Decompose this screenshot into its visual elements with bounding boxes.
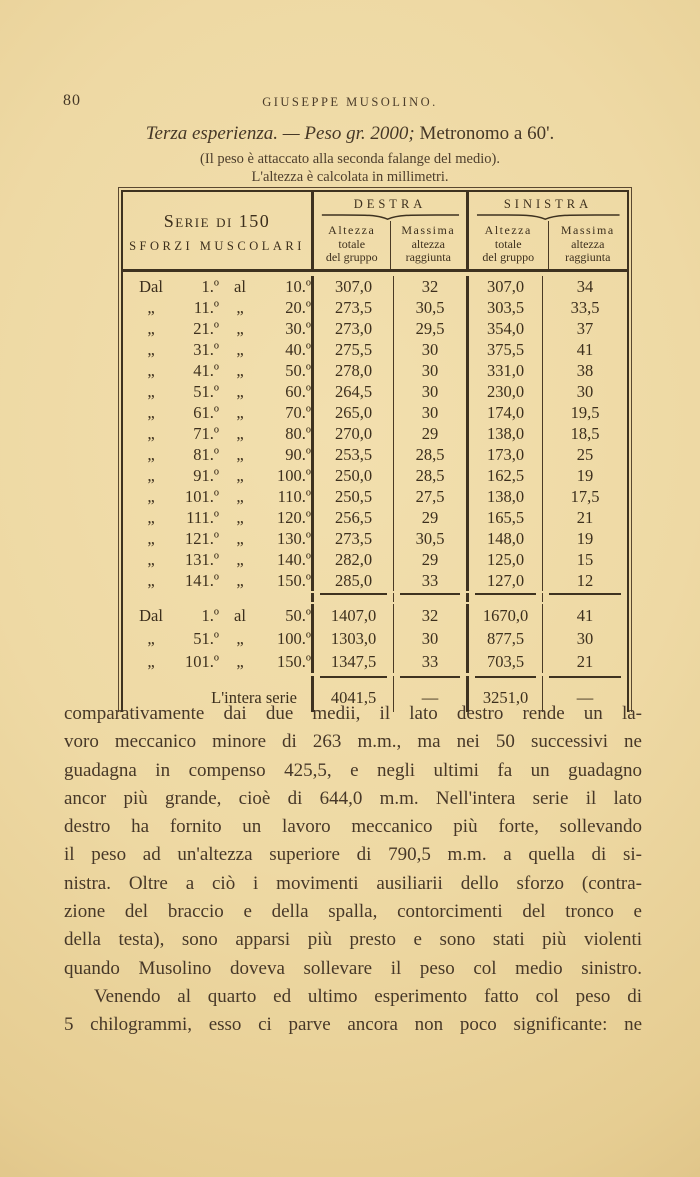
cell-value: 307,0 [466,276,542,297]
section-rule [123,593,627,602]
cell-value: 148,0 [466,528,542,549]
cell-value: 1303,0 [311,627,393,650]
cell-value: 173,0 [466,444,542,465]
row-label: „ 81.º „ 90.º [147,444,311,464]
column-group-sinistra [466,192,627,269]
table-row [123,402,627,423]
cell-value: 1347,5 [311,650,393,673]
cell-value: 138,0 [466,423,542,444]
cell-value: 19 [542,465,627,486]
cell-value: 18,5 [542,423,627,444]
cell-value: 1670,0 [466,604,542,627]
table-row [123,570,627,591]
cell-value: 4041,5 [311,685,393,712]
cell-value: 273,5 [311,528,393,549]
group-header-destra: DESTRA [353,197,427,211]
table-body [123,276,627,593]
cell-value: 303,5 [466,297,542,318]
cell-value: 275,5 [311,339,393,360]
table-row [123,507,627,528]
row-label: „ 51.º „ 60.º [147,381,311,401]
series-header-line2: SFORZI MUSCOLARI [129,238,305,253]
row-label: „ 101.º „ 110.º [147,486,311,506]
experiment-title [0,123,700,145]
subheader-sinistra-altezza: Altezza totale del gruppo [482,223,535,265]
table-row [123,297,627,318]
cell-value: 19,5 [542,402,627,423]
cell-value: 253,5 [311,444,393,465]
cell-value: 264,5 [311,381,393,402]
table-header [123,192,627,272]
row-label: „ 141.º „ 150.º [147,570,311,590]
row-label: „ 51.º „ 100.º [147,628,311,648]
table-row [123,318,627,339]
cell-value: 30 [393,402,466,423]
cell-value: 877,5 [466,627,542,650]
cell-value: 25 [542,444,627,465]
cell-value: 127,0 [466,570,542,591]
subheader-sinistra-massima: Massima altezza raggiunta [548,221,628,269]
row-label: „ 101.º „ 150.º [147,651,311,671]
cell-value: 21 [542,650,627,673]
cell-value: 256,5 [311,507,393,528]
cell-value: 27,5 [393,486,466,507]
table-caption-line2: L'altezza è calcolata in millimetri. [251,169,449,185]
cell-value: 278,0 [311,360,393,381]
table-row [123,276,627,297]
page-number: 80 [63,92,81,109]
cell-value: 165,5 [466,507,542,528]
table-row [123,423,627,444]
underbrace-curve [319,212,462,221]
column-group-destra [311,192,466,269]
experiment-title-roman: Metronomo a 60'. [414,123,555,144]
cell-value: 270,0 [311,423,393,444]
group-header-sinistra: SINISTRA [503,197,593,211]
row-label: „ 21.º „ 30.º [147,318,311,338]
cell-value: 265,0 [311,402,393,423]
cell-value: 28,5 [393,444,466,465]
row-label: „ 91.º „ 100.º [147,465,311,485]
text-line: destro ha fornito un lavoro meccanico più forte, sollevando [64,816,642,838]
cell-value: 29 [393,549,466,570]
cell-value: 250,5 [311,486,393,507]
cell-value: 28,5 [393,465,466,486]
underbrace-curve [474,212,623,221]
body-text [64,700,642,1040]
table-row [123,465,627,486]
subheader-destra-altezza: Altezza totale del gruppo [325,223,378,265]
cell-value: 30,5 [393,528,466,549]
cell-value: 230,0 [466,381,542,402]
cell-value: 29,5 [393,318,466,339]
cell-value: — [542,685,627,712]
cell-value: 32 [393,276,466,297]
series-column-header [123,192,311,269]
table-row [123,339,627,360]
cell-value: 282,0 [311,549,393,570]
cell-value: 125,0 [466,549,542,570]
table-summary [123,602,627,676]
text-line: della testa), sono apparsi più presto e sono stati più violenti [64,929,642,951]
cell-value: 29 [393,507,466,528]
cell-value: 273,0 [311,318,393,339]
table-row [123,444,627,465]
text-line: nistra. Oltre a ciò i movimenti ausiliarii dello sforzo (contra- [64,872,642,894]
cell-value: 250,0 [311,465,393,486]
row-label: „ 71.º „ 80.º [147,423,311,443]
text-line: 5 chilogrammi, esso ci parve ancora non poco significante: ne [64,1014,642,1036]
cell-value: 34 [542,276,627,297]
row-label: „ 31.º „ 40.º [147,339,311,359]
cell-value: 30 [393,360,466,381]
cell-value: 30 [393,339,466,360]
table-row [123,360,627,381]
table-row [123,627,627,650]
cell-value: 21 [542,507,627,528]
cell-value: 41 [542,339,627,360]
row-label: Dal 1.º al 10.º [139,276,311,296]
table-row [123,549,627,570]
cell-value: 37 [542,318,627,339]
cell-value: 33 [393,570,466,591]
cell-value: 354,0 [466,318,542,339]
text-line: ancor più grande, cioè di 644,0 m.m. Nell'intera serie il lato [64,787,642,809]
cell-value: 19 [542,528,627,549]
text-line: voro meccanico minore di 263 m.m., ma nei 50 successivi ne [64,731,642,753]
cell-value: 30 [542,381,627,402]
cell-value: 30 [393,381,466,402]
cell-value: 15 [542,549,627,570]
cell-value: 331,0 [466,360,542,381]
table-row [123,486,627,507]
cell-value: 30,5 [393,297,466,318]
row-label: „ 111.º „ 120.º [147,507,311,527]
cell-value: 12 [542,570,627,591]
table-row [123,604,627,627]
series-header-line1: Serie di 150 [163,210,271,231]
cell-value: 30 [393,627,466,650]
cell-value: 1407,0 [311,604,393,627]
table-row [123,528,627,549]
row-label: „ 61.º „ 70.º [147,402,311,422]
text-line: zione del braccio e della spalla, contorcimenti del tronco e [64,901,642,923]
cell-value: 32 [393,604,466,627]
table-row [123,650,627,673]
table-outer-border [118,187,632,712]
cell-value: 703,5 [466,650,542,673]
table-caption-line1: (Il peso è attaccato alla seconda falange del medio). [200,151,500,167]
cell-value: 273,5 [311,297,393,318]
running-title: GIUSEPPE MUSOLINO. [262,95,438,109]
row-label: „ 41.º „ 50.º [147,360,311,380]
cell-value: 17,5 [542,486,627,507]
cell-value: — [393,685,466,712]
cell-value: 174,0 [466,402,542,423]
cell-value: 33,5 [542,297,627,318]
text-line: Venendo al quarto ed ultimo esperimento fatto col peso di [94,985,642,1007]
total-row-label: L'intera serie [211,687,297,707]
table-inner-border [121,190,629,712]
cell-value: 38 [542,360,627,381]
row-label: Dal 1.º al 50.º [139,605,311,625]
cell-value: 29 [393,423,466,444]
cell-value: 3251,0 [466,685,542,712]
row-label: „ 11.º „ 20.º [147,297,311,317]
cell-value: 41 [542,604,627,627]
cell-value: 138,0 [466,486,542,507]
row-label: „ 131.º „ 140.º [147,549,311,569]
subheader-destra-massima: Massima altezza raggiunta [390,221,467,269]
cell-value: 30 [542,627,627,650]
text-line: guadagna in compenso 425,5, e negli ultimi fa un guadagno [64,759,642,781]
cell-value: 162,5 [466,465,542,486]
text-line: quando Musolino doveva sollevare il peso col medio sinistro. [64,957,642,979]
cell-value: 375,5 [466,339,542,360]
experiment-title-italic: Terza esperienza. — Peso gr. 2000; [145,123,415,144]
cell-value: 33 [393,650,466,673]
text-line: il peso ad un'altezza superiore di 790,5 m.m. a quella di si- [64,844,642,866]
text-line: comparativamente dai due medii, il lato destro rende un la- [64,703,642,724]
section-rule [123,676,627,685]
cell-value: 285,0 [311,570,393,591]
row-label: „ 121.º „ 130.º [147,528,311,548]
cell-value: 307,0 [311,276,393,297]
table-row [123,381,627,402]
data-table [118,187,632,712]
